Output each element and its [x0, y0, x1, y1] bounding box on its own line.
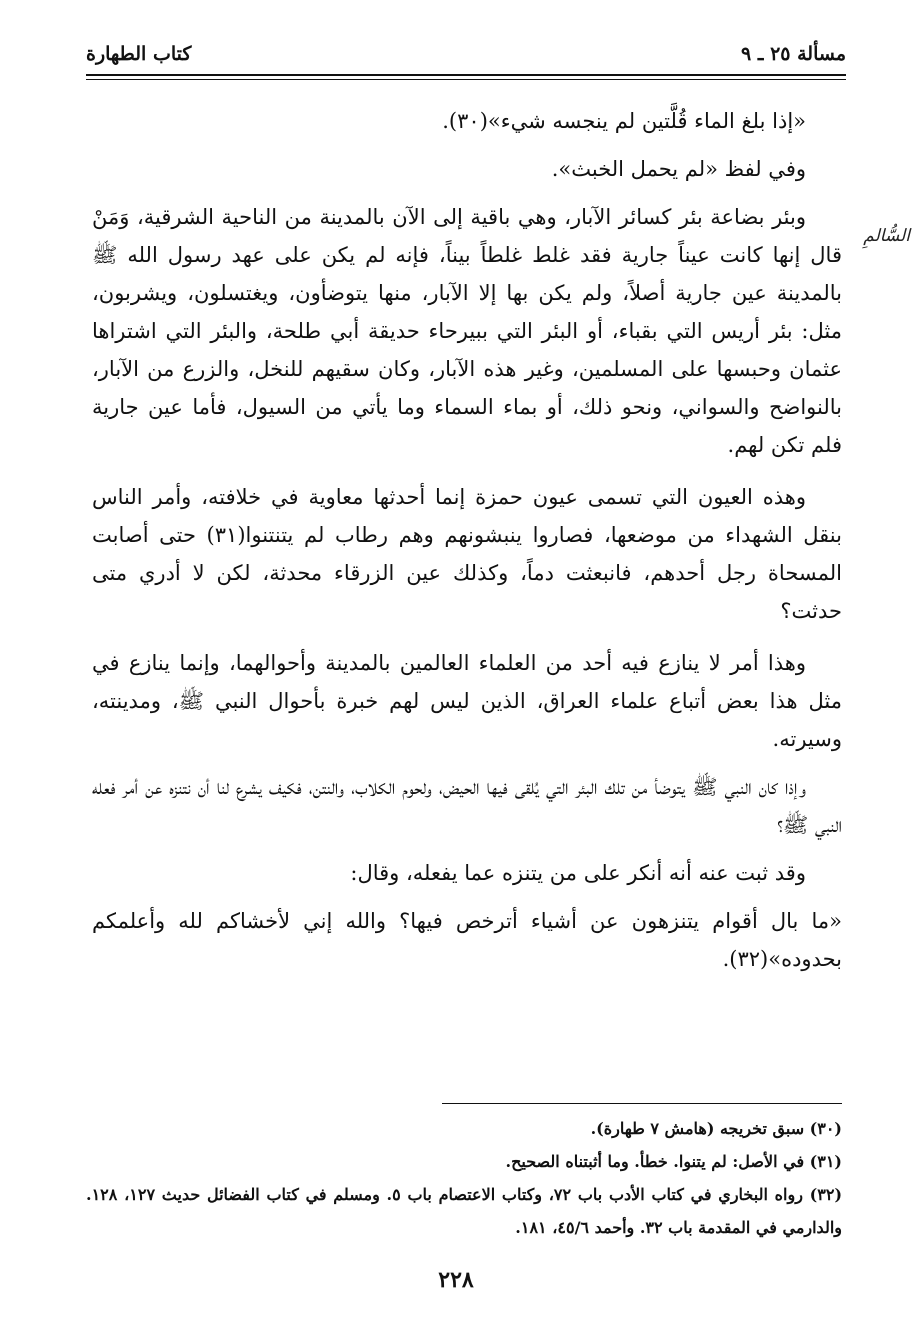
paragraph-bir-budaah: وبئر بضاعة بئر كسائر الآبار، وهي باقية إلى الآن بالمدينة من الناحية الشرقية، وَمَنْ قال إنها كانت عيناً جارية فقد غلط غلطاً بيناً، فإنه لم يكن على عهد رسول الله ﷺ بالمدينة عين جارية أصلاً، ولم يكن بها إلا الآبار، منها يتوضأون، ويغتسلون، ويشربون، مثل: بئر أريس التي بقباء، أو البئر التي ببيرحاء حديقة أبي طلحة، والبئر التي اشتراها عثمان وحبسها على المسلمين، وغير هذه الآبار، وكان سقيهم للنخل، والزرع من الآبار، بالنواضح والسواني، ونحو ذلك، أو بماء السماء وما يأتي من السيول، فأما عين جارية فلم تكن لهم.: [92, 205, 842, 457]
header-issue: مسألة ٢٥ ـ ٩: [741, 43, 846, 65]
paragraph-uyun-hamza: وهذه العيون التي تسمى عيون حمزة إنما أحدثها معاوية في خلافته، وأمر الناس بنقل الشهداء من موضعها، فصاروا ينبشونهم وهم رطاب لم يتنتنوا(٣١) حتى أصابت المسحاة رجل أحدهم، فانبعثت دماً، وكذلك عين الزرقاء محدثة، لكن لا أدري متى حدثت؟: [92, 485, 842, 623]
paragraph-variant-wording: وفي لفظ «لم يحمل الخبث».: [551, 157, 806, 181]
footnote-32: (٣٢) رواه البخاري في كتاب الأدب باب ٧٢، وكتاب الاعتصام باب ٥. ومسلم في كتاب الفضائل حديث ١٢٧، ١٢٨. والدارمي في المقدمة باب ٣٢. وأحمد ٤٥/٦، ١٨١.: [86, 1185, 843, 1237]
footnote-31: (٣١) في الأصل: لم يتنوا. خطأ. وما أثبتناه الصحيح.: [505, 1152, 842, 1171]
paragraph-disapproval: وقد ثبت عنه أنه أنكر على من يتنزه عما يفعله، وقال:: [350, 861, 806, 885]
page-number: ٢٢٨: [438, 1267, 474, 1293]
header-rule: [86, 74, 846, 76]
main-text: [92, 102, 842, 988]
paragraph-prophet-wudu: وإذا كان النبي ﷺ يتوضأ من تلك البئر التي يُلقى فيها الحيض، ولحوم الكلاب، والنتن، فكيف يشرع لنا أن نتنزه عن أمر فعله النبي ﷺ؟: [92, 775, 842, 837]
header-rule-thin: [86, 79, 846, 80]
paragraph-scholars: وهذا أمر لا ينازع فيه أحد من العلماء العالمين بالمدينة وأحوالهما، وإنما ينازع في مثل هذا بعض أتباع علماء العراق، الذين ليس لهم خبرة بأحوال النبي ﷺ، ومدينته، وسيرته.: [92, 651, 842, 751]
footnotes: [86, 1112, 842, 1244]
paragraph-hadith-tanazzuh: «ما بال أقوام يتنزهون عن أشياء أترخص فيها؟ والله إني لأخشاكم لله وأعلمكم بحدوده»(٣٢).: [92, 909, 842, 971]
paragraph-hadith-qullatayn: «إذا بلغ الماء قُلَّتين لم ينجسه شيء»(٣٠).: [442, 109, 806, 133]
running-header: [86, 38, 846, 70]
footnote-30: (٣٠) سبق تخريجه (هامش ٧ طهارة).: [590, 1119, 842, 1138]
header-book-title: كتاب الطهارة: [86, 43, 192, 65]
handwritten-margin-note: السُّالمِ: [863, 226, 910, 246]
footnote-rule: [442, 1103, 842, 1104]
